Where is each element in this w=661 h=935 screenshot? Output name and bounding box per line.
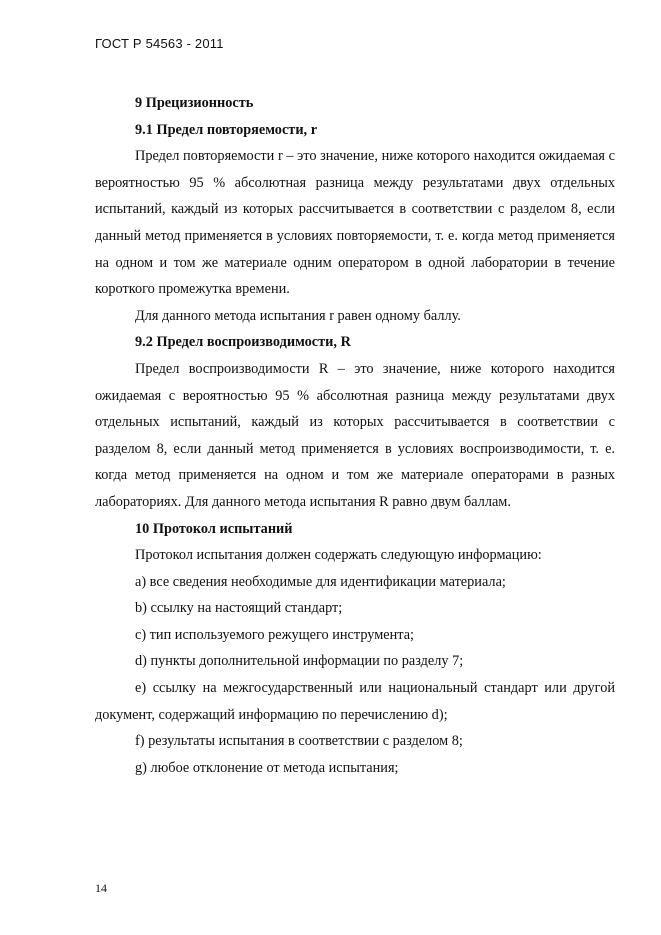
document-header: ГОСТ Р 54563 - 2011 xyxy=(95,36,224,51)
section-9-1-result: Для данного метода испытания r равен одному баллу. xyxy=(135,307,461,324)
section-10-intro: Протокол испытания должен содержать следующую информацию: xyxy=(135,547,542,564)
page-number: 14 xyxy=(95,881,107,895)
section-9-2-paragraph: Предел воспроизводимости R – это значение, ниже которого находится ожидаемая с вероятностью 95 % абсолютная разница между результатами двух отдельных испытаний, каждый из которых рассчитывается в соответствии с разделом 8, если данный метод применяется в условиях воспроизводимости, т. е. когда метод применяется на одном и том же материале операторами в разных лабораториях. Для данного метода испытания R равно двум баллам. xyxy=(95,360,615,510)
list-item-f: f) результаты испытания в соответствии с разделом 8; xyxy=(135,733,463,750)
list-item-b: b) ссылку на настоящий стандарт; xyxy=(135,600,343,617)
section-9-heading: 9 Прецизионность xyxy=(135,95,254,111)
list-item-c: c) тип используемого режущего инструмента; xyxy=(135,626,415,643)
section-9-2-heading: 9.2 Предел воспроизводимости, R xyxy=(135,334,351,351)
list-item-a: a) все сведения необходимые для идентификации материала; xyxy=(135,573,506,590)
list-item-g: g) любое отклонение от метода испытания; xyxy=(135,759,399,776)
section-9-1-paragraph: Предел повторяемости r – это значение, ниже которого находится ожидаемая с вероятностью 95 % абсолютная разница между результатами двух отдельных испытаний, каждый из которых рассчитывается в соответствии с разделом 8, если данный метод применяется в условиях повторяемости, т. е. когда метод применяется на одном и том же материале одним оператором в одной лаборатории в течение короткого промежутка времени. xyxy=(95,148,615,298)
document-body xyxy=(95,90,615,781)
section-9-1-heading: 9.1 Предел повторяемости, r xyxy=(135,121,318,138)
list-item-e: e) ссылку на межгосударственный или национальный стандарт или другой документ, содержащий информацию по перечислению d); xyxy=(95,680,615,723)
list-item-d: d) пункты дополнительной информации по разделу 7; xyxy=(135,653,464,670)
section-10-heading: 10 Протокол испытаний xyxy=(135,520,293,537)
